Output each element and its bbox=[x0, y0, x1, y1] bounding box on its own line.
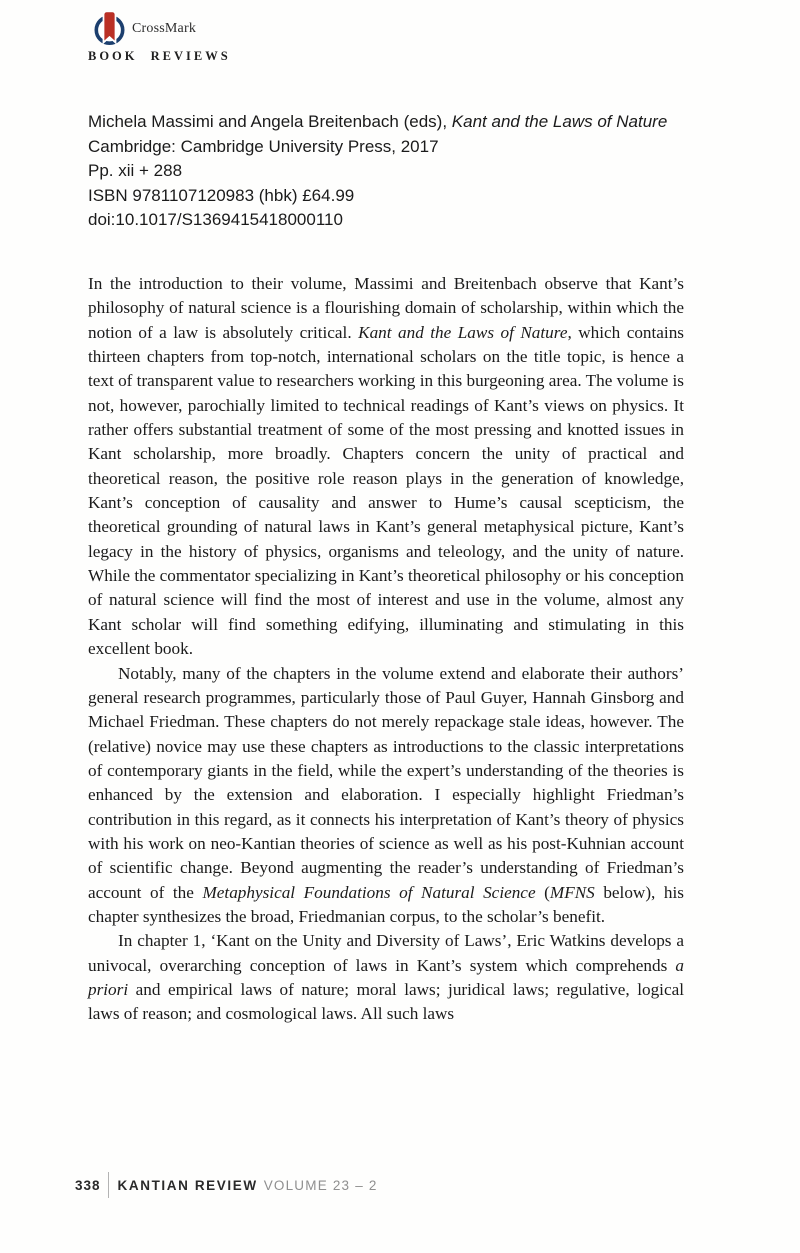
citation-pages-line: Pp. xii + 288 bbox=[88, 161, 183, 181]
citation-isbn-line: ISBN 9781107120983 (hbk) £64.99 bbox=[88, 185, 355, 205]
footer-divider bbox=[108, 1172, 109, 1198]
citation-doi-line: doi:10.1017/S1369415418000110 bbox=[88, 210, 343, 230]
review-body bbox=[88, 272, 684, 1027]
page-footer bbox=[75, 1172, 378, 1198]
volume-info: VOLUME 23 – 2 bbox=[263, 1177, 378, 1193]
review-paragraph: Notably, many of the chapters in the volume extend and elaborate their authors’ general research programmes, particularly those of Paul Guyer, Hannah Ginsborg and Michael Friedman. These chapters do not merely repackage stale ideas, however. The (relative) novice may use these chapters as introductions to the classic interpretations of contemporary giants in the field, while the expert’s understanding of the theories is enhanced by the extension and elaboration. I especially highlight Friedman’s contribution in this regard, as it connects his interpretation of Kant’s theory of physics with his work on neo-Kantian theories of science as well as his post-Kuhnian account of scientific change. Beyond augmenting the reader’s understanding of Friedman’s account of the Metaphysical Foundations of Natural Science (MFNS below), his chapter synthesizes the broad, Friedmanian corpus, to the scholar’s benefit. bbox=[88, 663, 684, 926]
journal-name: KANTIAN REVIEW bbox=[117, 1177, 258, 1193]
citation-publisher-line: Cambridge: Cambridge University Press, 2017 bbox=[88, 136, 439, 156]
citation-title-line: Michela Massimi and Angela Breitenbach (eds), Kant and the Laws of Nature bbox=[88, 112, 668, 131]
crossmark-logo-icon bbox=[93, 10, 126, 47]
book-citation bbox=[88, 110, 688, 233]
crossmark-label: CrossMark bbox=[132, 20, 197, 36]
review-paragraph: In the introduction to their volume, Massimi and Breitenbach observe that Kant’s philosophy of natural science is a flourishing domain of scholarship, within which the notion of a law is absolutely critical. Kant and the Laws of Nature, which contains thirteen chapters from top-notch, international scholars on the title topic, is hence a text of transparent value to researchers working in this burgeoning area. The volume is not, however, parochially limited to technical readings of Kant’s views on physics. It rather offers substantial treatment of some of the most pressing and knotted issues in Kant scholarship, more broadly. Chapters concern the unity of practical and theoretical reason, the positive role reason plays in the generation of knowledge, Kant’s conception of causality and answer to Hume’s causal scepticism, the theoretical grounding of natural laws in Kant’s general metaphysical picture, Kant’s legacy in the history of physics, organisms and teleology, and the unity of nature. While the commentator specializing in Kant’s theoretical philosophy or his conception of natural science will find the most of interest and use in the volume, almost any Kant scholar will find something edifying, illuminating and stimulating in this excellent book. bbox=[88, 274, 684, 659]
page-number: 338 bbox=[75, 1177, 101, 1193]
crossmark-badge[interactable] bbox=[93, 10, 196, 47]
review-paragraph: In chapter 1, ‘Kant on the Unity and Diversity of Laws’, Eric Watkins develops a univocal, overarching conception of laws in Kant’s system which comprehends a priori and empirical laws of nature; moral laws; juridical laws; regulative, logical laws of reason; and cosmological laws. All such laws bbox=[88, 931, 684, 1024]
section-header: BOOK REVIEWS bbox=[88, 49, 231, 63]
